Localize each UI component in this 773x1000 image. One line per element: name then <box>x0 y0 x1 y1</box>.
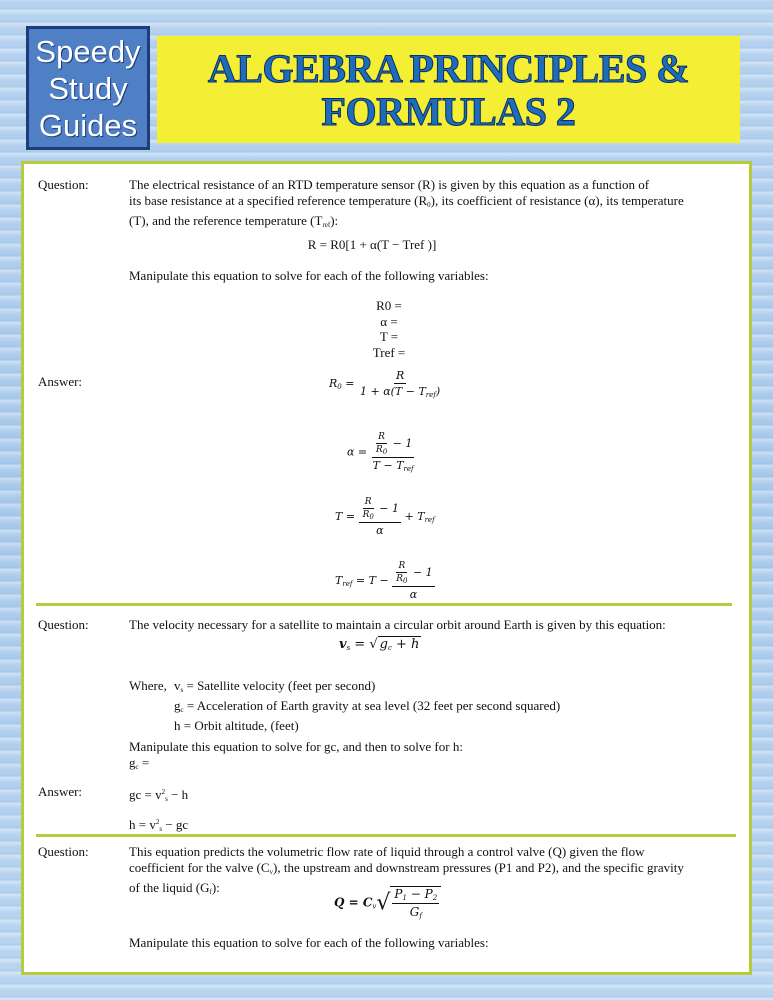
q2-gc-blank: $g_c$ = <box>129 755 150 771</box>
q2-def-h: h = Orbit altitude, (feet) <box>174 718 299 733</box>
answer-h: $h = v^2_s$ − gc <box>129 817 189 833</box>
q1-variables <box>324 298 454 360</box>
answer-1-label: Answer: <box>38 374 83 389</box>
section-divider-2 <box>36 834 736 837</box>
q3-instruction: Manipulate this equation to solve for each of the following variables: <box>129 935 489 950</box>
q2-equation: $v_s$ = √ $g_c + h$ <box>339 637 420 652</box>
answer-2-label: Answer: <box>38 784 83 799</box>
answer-alpha-formula: α = $\frac{R}{R_0}$ − 1 $T - T_{ref}$ <box>347 432 414 473</box>
q2-definitions <box>174 678 560 734</box>
q1-line-2: its base resistance at a specified reference temperature $(R_0)$, its coefficient of resistance (α), its temperature <box>129 193 684 209</box>
content-panel <box>21 161 752 975</box>
q1-line-3: (T), and the reference temperature $(T_{ref})$: <box>129 213 339 229</box>
q3-line-1: This equation predicts the volumetric flow rate of liquid through a control valve (Q) given the flow <box>129 844 645 859</box>
q1-instruction: Manipulate this equation to solve for each of the following variables: <box>129 268 489 283</box>
q2-def-gc: $g_c$ = Acceleration of Earth gravity at sea level (32 feet per second squared) <box>174 698 561 714</box>
logo-line-1: Speedy <box>35 33 141 69</box>
q2-line-1: The velocity necessary for a satellite to maintain a circular orbit around Earth is given by this equation: <box>129 617 666 632</box>
q1-equation: R = R0[1 + α(T − Tref )] <box>307 237 437 252</box>
answer-gc: gc = $v^2_s - h$ <box>129 787 189 803</box>
answer-t-formula: T = $\frac{R}{R_0}$ − 1 α + $T_{ref}$ <box>335 497 435 537</box>
logo-line-3: Guides <box>38 107 138 143</box>
question-3-label: Question: <box>38 844 89 859</box>
speedy-study-guides-logo <box>26 26 150 150</box>
answer-tref-formula: $T_{ref} = T$ − $\frac{R}{R_0}$ − 1 α <box>335 561 433 601</box>
answer-r0-formula: $R_0$ = $\frac{R}{1 + \alpha(T - T_{ref})}$ <box>329 369 441 399</box>
q1-line-1: The electrical resistance of an RTD temperature sensor (R) is given by this equation as a function of <box>129 177 650 192</box>
q1-var-r0: R0 = <box>376 298 402 313</box>
q1-var-alpha: α = <box>380 313 398 329</box>
q3-line-2: coefficient for the valve $(C_v)$, the upstream and downstream pressures (P1 and P2), and the specific gravity <box>129 860 684 876</box>
title-banner <box>157 36 740 143</box>
question-1-text <box>129 177 739 233</box>
q3-equation: $Q = C_v√$ $\frac{P_1 - P_2}{G_f}$ <box>334 886 441 920</box>
question-2-label: Question: <box>38 617 89 632</box>
question-1-label: Question: <box>38 177 89 192</box>
q2-where: Where, <box>129 678 167 693</box>
page-title: ALGEBRA PRINCIPLES & FORMULAS 2 <box>207 45 690 134</box>
q3-line-3: of the liquid $(G_f)$: <box>129 880 220 896</box>
q2-instruction: Manipulate this equation to solve for gc, and then to solve for h: <box>129 739 463 754</box>
q1-var-t: T = <box>379 329 399 344</box>
section-divider-1 <box>36 603 732 606</box>
q1-var-tref: Tref = <box>372 344 406 360</box>
logo-line-2: Study <box>48 70 128 106</box>
q2-def-vs: $v_s$ = Satellite velocity (feet per second) <box>174 678 376 694</box>
